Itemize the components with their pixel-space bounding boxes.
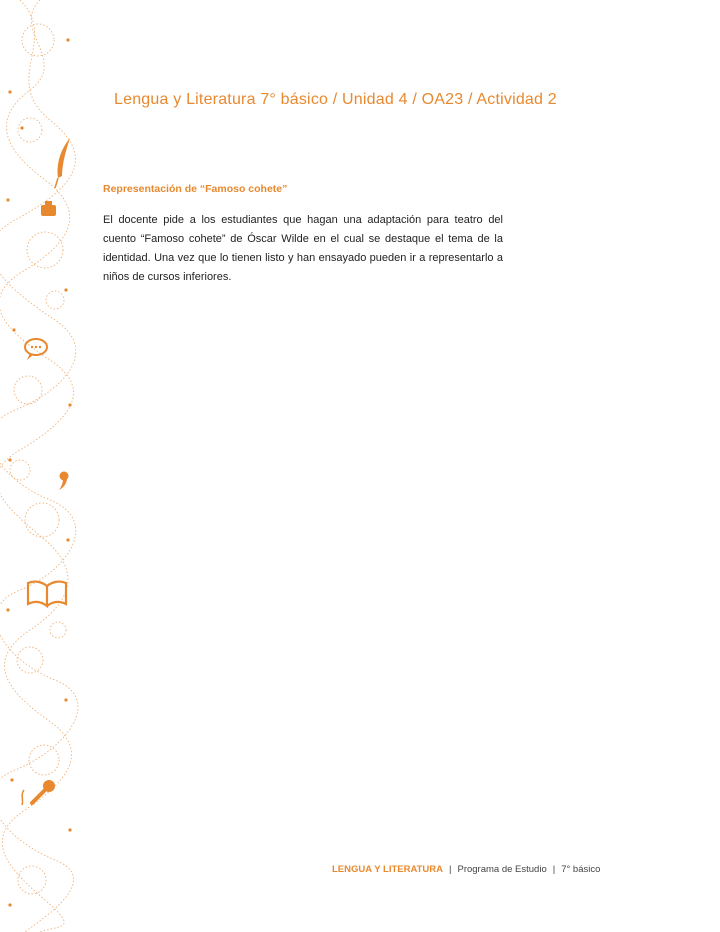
speech-bubble-icon xyxy=(25,339,47,360)
decorative-margin xyxy=(0,0,80,932)
comma-icon xyxy=(59,472,69,491)
page-header: Lengua y Literatura 7° básico / Unidad 4 / OA23 / Actividad 2 xyxy=(114,91,557,108)
footer-separator: | xyxy=(449,864,452,875)
inkwell-icon xyxy=(41,201,56,216)
section-title: Representación de “Famoso cohete” xyxy=(103,183,288,195)
open-book-icon xyxy=(28,582,66,606)
footer-grade: 7° básico xyxy=(561,864,601,875)
quill-icon xyxy=(55,138,70,188)
footer-program: Programa de Estudio xyxy=(457,864,547,875)
footer-separator-2: | xyxy=(552,864,556,875)
footer-subject: LENGUA Y LITERATURA xyxy=(332,864,444,875)
page-footer xyxy=(332,864,600,875)
activity-description: El docente pide a los estudiantes que hagan una adaptación para teatro del cuento “Famoso cohete” de Óscar Wilde en el cual se destaque el tema de la identidad. Una vez que lo tienen listo y han ensayado pueden ir a representarlo a niños de cursos inferiores. xyxy=(103,214,503,283)
microphone-icon xyxy=(22,780,55,805)
